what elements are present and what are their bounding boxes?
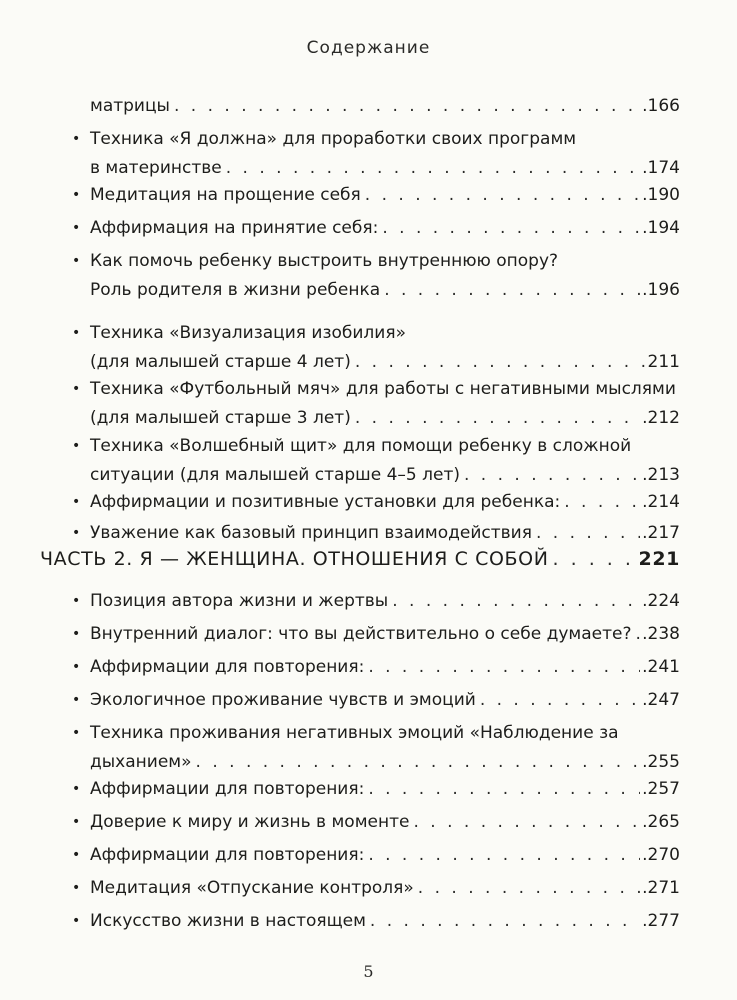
part-title: ЧАСТЬ 2. Я — ЖЕНЩИНА. ОТНОШЕНИЯ С СОБОЙ — [40, 548, 549, 570]
toc-page-number: .217 — [642, 523, 680, 543]
toc-entry-line — [90, 587, 680, 616]
toc-entry — [72, 686, 680, 715]
toc-entry-line — [90, 154, 680, 183]
toc-entry-line — [90, 808, 680, 837]
toc-entry-line — [90, 181, 680, 210]
leader-dots — [368, 841, 640, 870]
toc-page-number: .277 — [642, 911, 680, 931]
toc-page-number: .214 — [642, 492, 680, 512]
toc-page-number: .190 — [642, 185, 680, 205]
page-header: Содержание — [306, 38, 431, 58]
page-number: 5 — [363, 962, 374, 981]
toc-entry-line — [90, 775, 680, 804]
bullet-icon: • — [72, 131, 81, 147]
leader-dots — [564, 488, 640, 517]
toc-entry-line — [90, 375, 680, 404]
toc-entry — [72, 375, 680, 433]
toc-page-number: 211 — [647, 352, 680, 372]
toc-entry-title: Как помочь ребенку выстроить внутреннюю опору? — [90, 251, 559, 271]
toc-entry — [72, 907, 680, 936]
toc-page-number: .257 — [642, 779, 680, 799]
toc-entry-line — [90, 404, 680, 433]
toc-entry-title: Доверие к миру и жизнь в моменте — [90, 812, 410, 832]
toc-entry-title: Техника проживания негативных эмоций «Наблюдение за — [90, 723, 619, 743]
toc-entry-title: Роль родителя в жизни ребенка — [90, 280, 381, 300]
toc-page-number: .194 — [642, 218, 680, 238]
bullet-icon: • — [72, 847, 81, 863]
toc-page-number: .255 — [642, 752, 680, 772]
bullet-icon: • — [72, 220, 81, 236]
bullet-icon: • — [72, 659, 81, 675]
toc-entry-line — [90, 214, 680, 243]
toc-page-number: .247 — [642, 690, 680, 710]
toc-entry-line — [90, 461, 680, 490]
toc-page-number: .238 — [642, 624, 680, 644]
bullet-icon: • — [72, 781, 81, 797]
bullet-icon: • — [72, 438, 81, 454]
toc-entry-title: Искусство жизни в настоящем — [90, 911, 366, 931]
toc-entry — [90, 92, 680, 121]
leader-dots — [365, 181, 640, 210]
toc-entry-line — [90, 748, 680, 777]
bullet-icon: • — [72, 814, 81, 830]
toc-entry — [72, 653, 680, 682]
toc-page-number: .271 — [642, 878, 680, 898]
bullet-icon: • — [72, 187, 81, 203]
leader-dots — [382, 214, 640, 243]
toc-entry — [72, 125, 680, 183]
toc-entry-title: Аффирмации для повторения: — [90, 657, 365, 677]
toc-entry-title: Уважение как базовый принцип взаимодействия — [90, 523, 532, 543]
toc-entry-line — [90, 348, 680, 377]
toc-entry — [72, 719, 680, 777]
toc-entry — [72, 620, 680, 649]
toc-entry — [72, 841, 680, 870]
leader-dots — [226, 154, 640, 183]
toc-entry-line — [90, 620, 680, 649]
toc-entry-title: Техника «Волшебный щит» для помощи ребенку в сложной — [90, 436, 632, 456]
toc-entry-title: Внутренний диалог: что вы действительно о себе думаете? — [90, 624, 632, 644]
toc-entry-line — [90, 276, 680, 305]
leader-dots — [368, 775, 640, 804]
leader-dots — [196, 748, 641, 777]
toc-entry — [72, 319, 680, 377]
toc-entry-line — [90, 653, 680, 682]
leader-dots — [370, 907, 640, 936]
leader-dots — [635, 620, 640, 649]
toc-entry-title: Медитация на прощение себя — [90, 185, 361, 205]
toc-entry — [72, 775, 680, 804]
toc-entry-line — [90, 488, 680, 517]
toc-entry-title: Аффирмация на принятие себя: — [90, 218, 379, 238]
bullet-icon: • — [72, 880, 81, 896]
leader-dots — [480, 686, 640, 715]
toc-entry — [72, 587, 680, 616]
toc-entry — [72, 432, 680, 490]
leader-dots — [355, 404, 640, 433]
bullet-icon: • — [72, 381, 81, 397]
toc-page-number: .265 — [642, 812, 680, 832]
toc-entry — [72, 874, 680, 903]
toc-entry-title: Аффирмации для повторения: — [90, 845, 365, 865]
toc-page-number: .270 — [642, 845, 680, 865]
toc-entry-title: Позиция автора жизни и жертвы — [90, 591, 389, 611]
bullet-icon: • — [72, 325, 81, 341]
toc-page-number: .224 — [642, 591, 680, 611]
toc-entry-title: Экологичное проживание чувств и эмоций — [90, 690, 476, 710]
toc-page-number: .241 — [642, 657, 680, 677]
toc-entry — [72, 488, 680, 517]
leader-dots — [553, 544, 637, 574]
leader-dots — [368, 653, 640, 682]
leader-dots — [418, 874, 640, 903]
toc-entry-title: (для малышей старше 4 лет) — [90, 352, 351, 372]
toc-entry-title: Медитация «Отпускание контроля» — [90, 878, 414, 898]
part-heading — [40, 544, 680, 573]
toc-entry-line — [90, 841, 680, 870]
toc-page-number: .196 — [642, 280, 680, 300]
toc-page-number: .166 — [642, 96, 680, 116]
toc-entry-title: дыханием» — [90, 752, 192, 772]
toc-entry-title: Техника «Визуализация изобилия» — [90, 323, 406, 343]
toc-entry-title: матрицы — [90, 96, 170, 116]
bullet-icon: • — [72, 913, 81, 929]
leader-dots — [392, 587, 640, 616]
toc-entry-title: Техника «Я должна» для проработки своих программ — [90, 129, 577, 149]
toc-page-number: .212 — [642, 408, 680, 428]
leader-dots — [413, 808, 640, 837]
toc-entry — [72, 247, 680, 305]
bullet-icon: • — [72, 692, 81, 708]
leader-dots — [464, 461, 640, 490]
toc-entry-title: (для малышей старше 3 лет) — [90, 408, 351, 428]
toc-entry-line — [90, 907, 680, 936]
toc-entry-line — [90, 432, 680, 461]
toc-entry — [72, 808, 680, 837]
toc-entry-title: ситуации (для малышей старше 4–5 лет) — [90, 465, 460, 485]
toc-entry-line — [90, 319, 680, 348]
toc-page-number: .174 — [642, 158, 680, 178]
bullet-icon: • — [72, 494, 81, 510]
bullet-icon: • — [72, 593, 81, 609]
leader-dots — [174, 92, 640, 121]
toc-entry-line — [90, 247, 680, 276]
bullet-icon: • — [72, 525, 81, 541]
toc-entry-title: Аффирмации и позитивные установки для ребенка: — [90, 492, 561, 512]
toc-entry-line — [90, 125, 680, 154]
leader-dots — [384, 276, 640, 305]
toc-entry-line — [90, 686, 680, 715]
leader-dots — [355, 348, 646, 377]
toc-entry-line — [90, 719, 680, 748]
toc-entry-title: Аффирмации для повторения: — [90, 779, 365, 799]
toc-entry — [72, 181, 680, 210]
toc-entry-title: в материнстве — [90, 158, 222, 178]
toc-entry-line — [90, 874, 680, 903]
bullet-icon: • — [72, 253, 81, 269]
toc-entry-title: Техника «Футбольный мяч» для работы с негативными мыслями — [90, 379, 676, 399]
toc-entry — [72, 214, 680, 243]
bullet-icon: • — [72, 626, 81, 642]
toc-page-number: .213 — [642, 465, 680, 485]
toc-entry-line — [90, 92, 680, 121]
part-page-number: 221 — [638, 548, 680, 570]
bullet-icon: • — [72, 725, 81, 741]
